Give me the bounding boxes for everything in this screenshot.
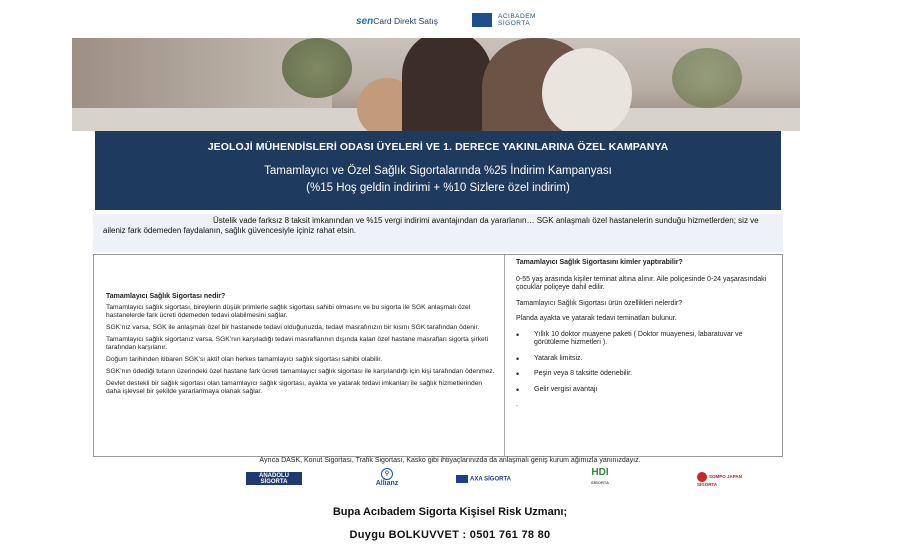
axa-icon [456, 475, 468, 483]
partner-logos [0, 468, 900, 490]
right-info-column [516, 259, 778, 417]
signature-title: Bupa Acıbadem Sigorta Kişisel Risk Uzmanı; [332, 506, 568, 518]
left-info-column [106, 293, 498, 400]
info-boxes [93, 254, 783, 457]
sencard-text: Card Direkt Satış [373, 16, 438, 26]
sencard-brand: sen [356, 16, 374, 27]
bullet-icon: • [516, 353, 520, 364]
right-paragraph: Tamamlayıcı Sağlık Sigortası ürün özellikleri nelerdir? [516, 299, 683, 307]
list-item-text: Gelir vergisi avantajı [534, 385, 598, 393]
left-paragraph: SGK’nız varsa, SGK ile anlaşmalı özel bir hastanede tedavi olduğunuzda, tedavi masrafınızın bir kısmı SGK tarafından ödenir. [106, 324, 480, 331]
right-paragraph: Planda ayakta ve yatarak tedavi teminatları bulunur. [516, 315, 677, 322]
allianz-text: Allianz [375, 480, 399, 487]
family-photo [72, 38, 800, 131]
left-paragraph: Devlet destekli bir sağlık sigortası olan tamamlayıcı sağlık sigortası, ayakta ve yatarak tedavi imkanları ile sağlık hizmetlerinden daha işlevsel bir şekilde yararlanmaya olanak sağlar. [106, 380, 483, 395]
list-item [516, 355, 778, 364]
sompo-logo [697, 472, 747, 487]
bullet-icon: • [516, 369, 520, 379]
bullet-icon: • [516, 329, 520, 340]
list-item [516, 331, 778, 348]
campaign-line2: (%15 Hoş geldin indirimi + %10 Sizlere özel indirim) [306, 182, 570, 194]
acibadem-logo-text [498, 13, 536, 27]
campaign-line1: Tamamlayıcı ve Özel Sağlık Sigortalarında %25 İndirim Kampanyası [264, 165, 612, 177]
list-item [516, 370, 778, 379]
left-paragraph: Doğum tarihinden itibaren SGK’sı aktif olan herkes tamamlayıcı sağlık sigortası sahibi olabilir. [106, 356, 383, 363]
left-heading: Tamamlayıcı Sağlık Sigortası nedir? [106, 293, 226, 300]
signature-contact: Duygu BOLKUVVET : 0501 761 78 80 [349, 529, 551, 541]
bullet-icon: • [516, 384, 520, 395]
hdi-sub-text: SİGORTA [591, 480, 609, 485]
sencard-logo [356, 16, 438, 27]
acibadem-logo-icon [472, 13, 492, 27]
left-paragraph: Tamamlayıcı sağlık sigortası, bireylerin düşük primlerle sağlık sigortası sahibi olmasını ve bu sigorta ile SGK anlaşmalı özel hastanelerde fark ücreti ödemeden tedavi olabilmesini sağlar. [106, 304, 471, 319]
hdi-logo [580, 468, 620, 488]
page-header [0, 12, 900, 34]
footer-note: Ayrıca DASK, Konut Sigortası, Trafik Sigortası, Kasko gibi ihtiyaçlarınızda da anlaşmalı geniş kurum ağımızla yanınızdayız. [259, 457, 641, 464]
list-item [516, 386, 778, 395]
intro-note [93, 214, 783, 252]
acibadem-line1: ACIBADEM [498, 13, 536, 20]
allianz-logo [362, 468, 412, 487]
list-item-text: Peşin veya 8 taksitte ödenebilir. [534, 370, 633, 377]
right-paragraph: 0-55 yaş arasında kişiler teminat altına alınır. Aile poliçesinde 0-24 yaşarasındaki çocuklar poliçeye dahil edilir. [516, 275, 767, 291]
column-divider [504, 255, 505, 456]
hdi-text: HDI [591, 467, 609, 478]
trailing-dot: . [516, 401, 518, 408]
allianz-icon: ⚲ [381, 468, 393, 480]
axa-text: AXA SİGORTA [470, 476, 512, 483]
right-heading: Tamamlayıcı Sağlık Sigortasını kimler yaptırabilir? [516, 259, 683, 266]
sompo-icon [697, 472, 707, 482]
campaign-title: JEOLOJİ MÜHENDİSLERİ ODASI ÜYELERİ VE 1. DERECE YAKINLARINA ÖZEL KAMPANYA [207, 141, 669, 153]
list-item-text: Yatarak limitsiz. [534, 354, 583, 362]
sompo-text: SOMPO JAPAN SİGORTA [697, 474, 742, 487]
axa-sigorta-logo [456, 475, 536, 483]
acibadem-line2: SİGORTA [498, 20, 531, 27]
left-paragraph: Tamamlayıcı sağlık sigortanız varsa, SGK’nın karşıladığı tedavi masraflarının dışında kalan özel hastane masrafları sigorta şirketi tarafından karşılanır. [106, 336, 489, 351]
anadolu-sigorta-logo: ANADOLU SİGORTA [246, 472, 302, 485]
intro-note-text: Üstelik vade farksız 8 taksit imkanından ve %15 vergi indirimi avantajından da yararlanın… SGK anlaşmalı özel hastanelerin sunduğu hizmetlerden; siz ve aileniz fark ödemeden faydalanın, sağlık güvencesiyle içiniz rahat etsin. [103, 216, 759, 235]
list-item-text: Yıllık 10 doktor muayene paketi ( Doktor muayenesi, labaratuvar ve görütüleme hizmetleri ). [534, 330, 743, 346]
left-paragraph: SGK’nın ödediği tutarın üzerindeki özel hastane fark ücreti tamamlayıcı sağlık sigortası ile karşılandığı için kişi tarafından ödenmez. [106, 368, 495, 375]
campaign-banner [95, 131, 781, 210]
